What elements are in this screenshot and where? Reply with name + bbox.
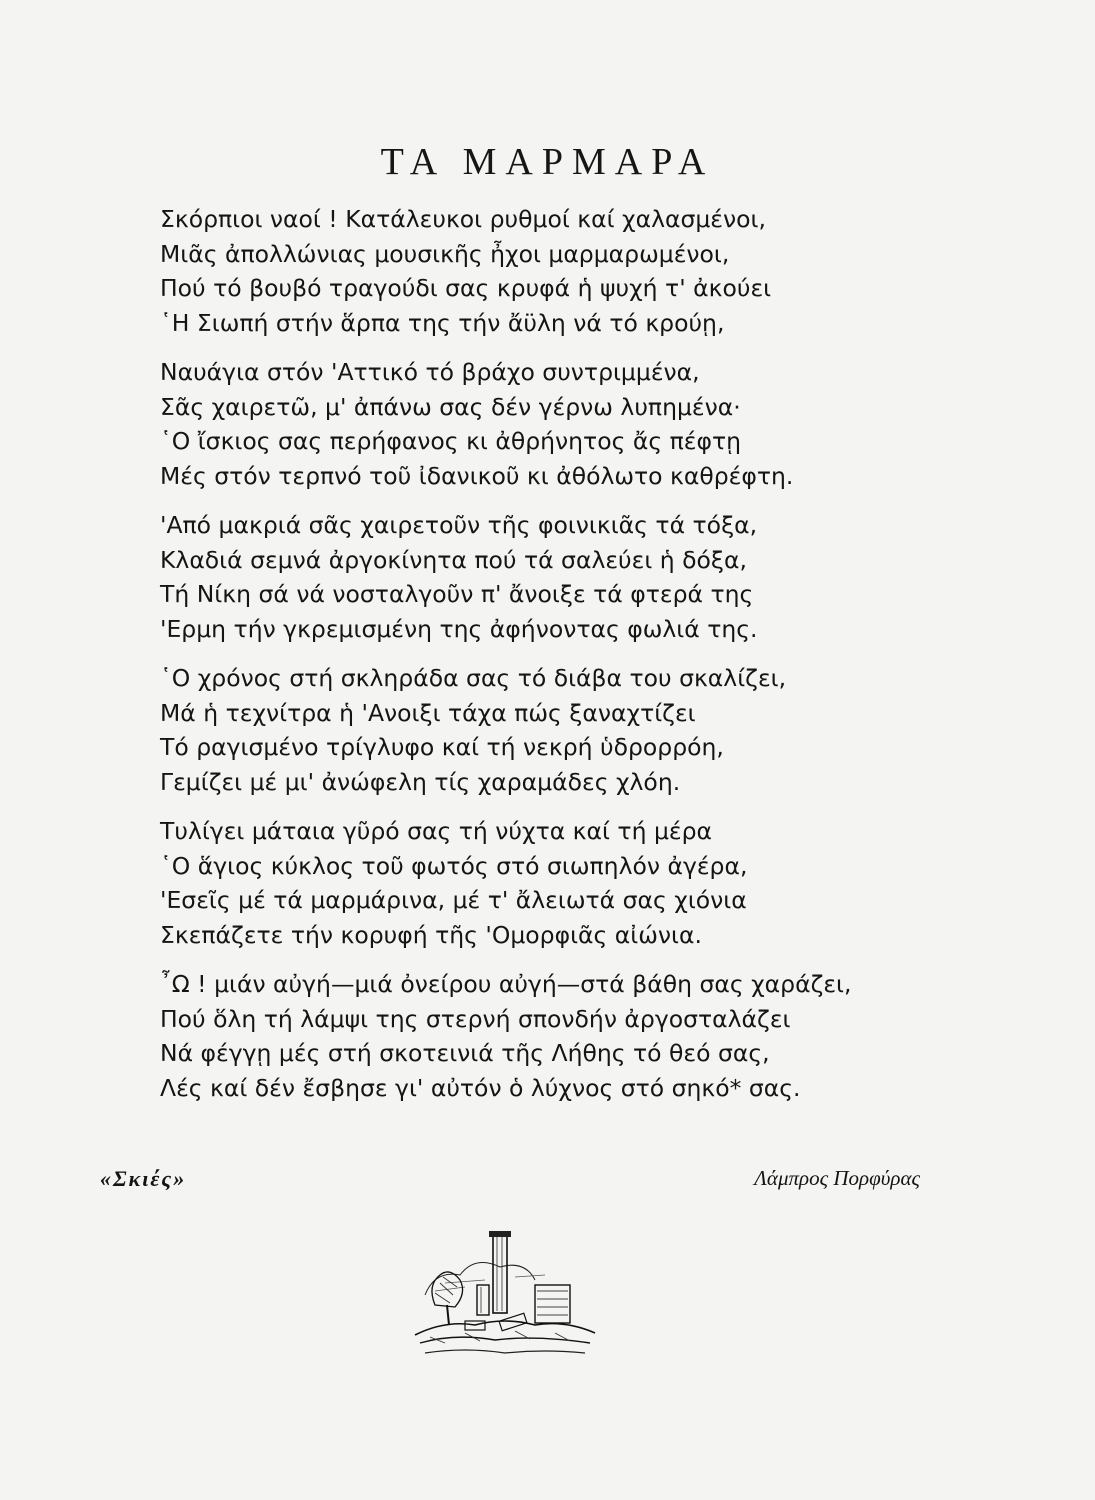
poem-line: Νά φέγγῃ μές στή σκοτεινιά τῆς Λήθης τό θεό σας, bbox=[160, 1039, 770, 1067]
poem-line: 'Από μακριά σᾶς χαιρετοῦν τῆς φοινικιᾶς τά τόξα, bbox=[160, 511, 758, 539]
poem-line: Ναυάγια στόν 'Αττικό τό βράχο συντριμμένα, bbox=[160, 358, 700, 386]
poem-line: 'Εσεῖς μέ τά μαρμάρινα, μέ τ' ἄλειωτά σας χιόνια bbox=[160, 886, 747, 914]
poem-line: Τυλίγει μάταια γῦρό σας τή νύχτα καί τή μέρα bbox=[160, 817, 713, 845]
poem-line: Γεμίζει μέ μι' ἀνώφελη τίς χαραμάδες χλόη. bbox=[160, 767, 681, 796]
stanza-2 bbox=[160, 355, 900, 493]
poem-line: ῾Ο ἴσκιος σας περήφανος κι ἀθρήνητος ἄς πέφτῃ bbox=[160, 427, 741, 455]
stanza-3 bbox=[160, 508, 900, 646]
poem-line: ῾Ο χρόνος στή σκληράδα σας τό διάβα του σκαλίζει, bbox=[160, 664, 787, 692]
poem-line: Σκόρπιοι ναοί ! Κατάλευκοι ρυθμοί καί χαλασμένοι, bbox=[160, 205, 766, 233]
poem-line: Μά ἡ τεχνίτρα ἡ 'Ανοιξι τάχα πώς ξαναχτίζει bbox=[160, 698, 696, 727]
stanza-1 bbox=[160, 202, 900, 340]
poem-title: ΤΑ ΜΑΡΜΑΡΑ bbox=[380, 141, 715, 183]
poem-line: Πού ὅλη τή λάμψι της στερνή σπονδήν ἀργοσταλάζει bbox=[160, 1004, 791, 1033]
poem-line: ῾Ο ἅγιος κύκλος τοῦ φωτός στό σιωπηλόν ἀγέρα, bbox=[160, 851, 748, 880]
stanza-6 bbox=[160, 967, 900, 1105]
poem-line: Κλαδιά σεμνά ἀργοκίνητα πού τά σαλεύει ἡ δόξα, bbox=[160, 545, 747, 574]
poem-line: Μιᾶς ἀπολλώνιας μουσικῆς ἦχοι μαρμαρωμένοι, bbox=[160, 239, 730, 268]
poem-line: Τό ραγισμένο τρίγλυφο καί τή νεκρή ὑδρορρόη, bbox=[160, 733, 724, 761]
poem-line: Πού τό βουβό τραγούδι σας κρυφά ἡ ψυχή τ' ἀκούει bbox=[160, 274, 772, 302]
poem-line: Τή Νίκη σά νά νοσταλγοῦν π' ἄνοιξε τά φτερά της bbox=[160, 580, 754, 608]
poem-line: Σᾶς χαιρετῶ, μ' ἀπάνω σας δέν γέρνω λυπημένα· bbox=[160, 392, 741, 421]
poem-line: Σκεπάζετε τήν κορυφή τῆς 'Ομορφιᾶς αἰώνια. bbox=[160, 920, 702, 949]
stanza-4 bbox=[160, 661, 900, 799]
author-name: Λάμπρος Πορφύρας bbox=[754, 1166, 920, 1190]
poem-line: Λές καί δέν ἔσβησε γι' αὐτόν ὁ λύχνος στό σηκό* σας. bbox=[160, 1073, 801, 1102]
ruins-column-vignette-icon bbox=[405, 1225, 605, 1365]
poem-line: ῏Ω ! μιάν αὐγή—μιά ὀνείρου αὐγή—στά βάθη σας χαράζει, bbox=[160, 970, 852, 998]
stanza-5 bbox=[160, 814, 900, 952]
source-book: «Σκιές» bbox=[100, 1166, 187, 1191]
poem-body bbox=[160, 202, 900, 1120]
poem-line: Μές στόν τερπνό τοῦ ἰδανικοῦ κι ἀθόλωτο καθρέφτη. bbox=[160, 461, 794, 490]
poem-line: 'Ερμη τήν γκρεμισμένη της ἀφήνοντας φωλιά της. bbox=[160, 614, 758, 643]
poem-line: ῾Η Σιωπή στήν ἅρπα της τήν ἄϋλη νά τό κρούῃ, bbox=[160, 308, 725, 337]
